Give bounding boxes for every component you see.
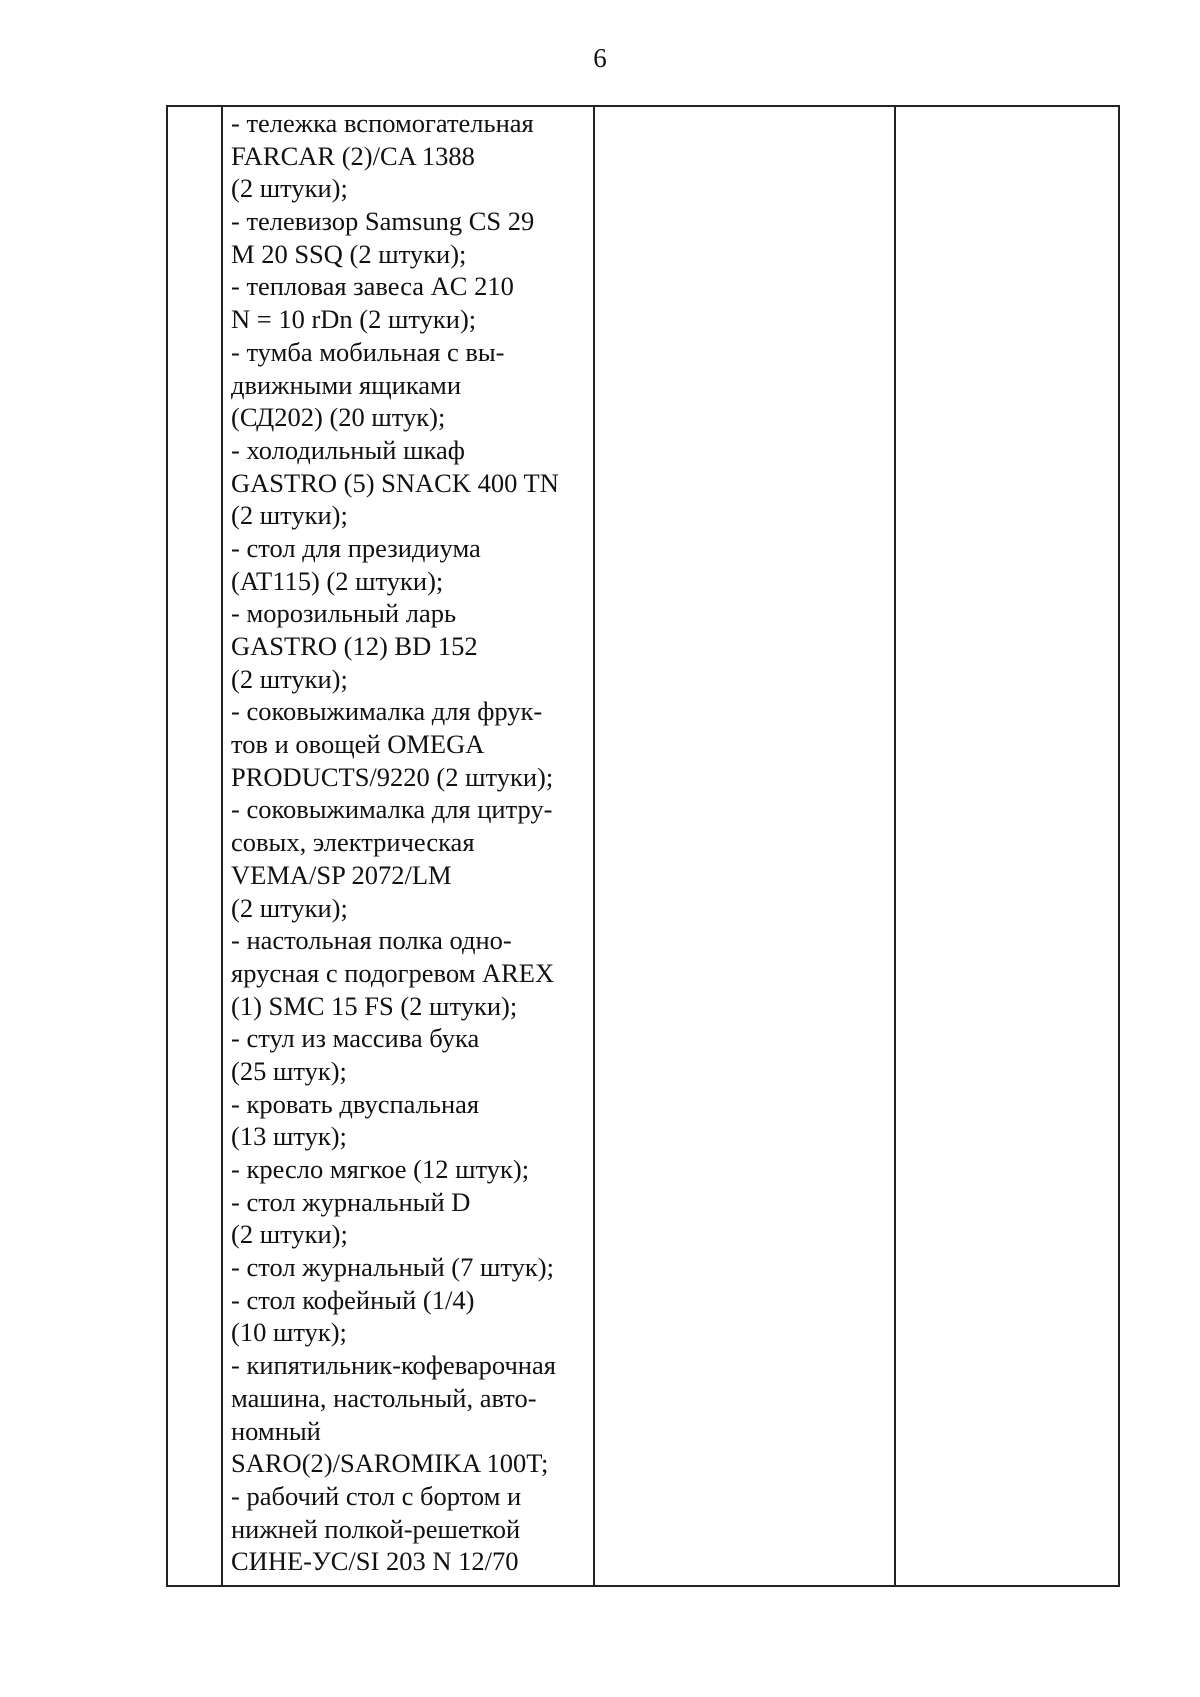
equipment-list-line: - тумба мобильная с вы- xyxy=(231,336,505,367)
equipment-list-line: - кровать двуспальная xyxy=(231,1088,480,1119)
equipment-list-line: - стул из массива бука xyxy=(231,1023,480,1054)
equipment-list-line: (25 штук); xyxy=(231,1055,347,1086)
page-number: 6 xyxy=(593,43,607,73)
equipment-list-line: - стол для президиума xyxy=(231,532,481,563)
equipment-list-line: - рабочий стол с бортом и xyxy=(231,1480,522,1511)
equipment-list-line: (1) SMC 15 FS (2 штуки); xyxy=(231,990,518,1021)
equipment-list-line: нижней полкой-решеткой xyxy=(231,1513,521,1544)
equipment-list-line: FARCAR (2)/CA 1388 xyxy=(231,140,475,171)
equipment-list-line: номный xyxy=(231,1415,321,1446)
equipment-list-line: - стол кофейный (1/4) xyxy=(231,1284,475,1315)
equipment-list-line: N = 10 rDn (2 штуки); xyxy=(231,304,477,335)
equipment-list-line: - тепловая завеса AC 210 xyxy=(231,271,514,302)
equipment-list-line: движными ящиками xyxy=(231,369,462,400)
equipment-list-line: - морозильный ларь xyxy=(231,598,457,629)
equipment-list-cell xyxy=(231,107,601,1578)
equipment-list-line: - стол журнальный (7 штук); xyxy=(231,1252,554,1283)
equipment-list-line: совых, электрическая xyxy=(231,827,475,858)
equipment-list-line: - кресло мягкое (12 штук); xyxy=(231,1154,530,1184)
equipment-list-line: - стол журнальный D xyxy=(231,1186,471,1217)
equipment-list-line: (2 штуки); xyxy=(231,892,348,923)
equipment-list-line: (10 штук); xyxy=(231,1317,347,1348)
equipment-list-line: M 20 SSQ (2 штуки); xyxy=(231,238,467,269)
equipment-list-line: - телевизор Samsung CS 29 xyxy=(231,206,535,237)
equipment-list-line: - холодильный шкаф xyxy=(231,434,465,465)
equipment-list-line: (AT115) (2 штуки); xyxy=(231,565,444,596)
equipment-list-line: - настольная полка одно- xyxy=(231,925,512,956)
equipment-list-line: GASTRO (5) SNACK 400 TN xyxy=(231,467,559,498)
equipment-list-line: ярусная с подогревом AREX xyxy=(231,957,555,988)
equipment-list-line: VEMA/SP 2072/LM xyxy=(231,859,452,890)
equipment-list-line: машина, настольный, авто- xyxy=(231,1382,537,1413)
equipment-list-line: (2 штуки); xyxy=(231,173,348,204)
equipment-list-line: SARO(2)/SAROMIKA 100T; xyxy=(231,1448,549,1479)
equipment-list-line: - тележка вспомогательная xyxy=(231,108,534,138)
equipment-list-line: СИНЕ-УС/SI 203 N 12/70 xyxy=(231,1546,519,1577)
equipment-list-line: - соковыжималка для цитру- xyxy=(231,794,553,825)
equipment-list-line: - кипятильник-кофеварочная xyxy=(231,1350,556,1381)
equipment-list-line: (2 штуки); xyxy=(231,1219,348,1250)
equipment-list-line: (13 штук); xyxy=(231,1121,347,1152)
equipment-list-line: (2 штуки); xyxy=(231,663,348,694)
column-divider-1 xyxy=(221,107,223,1585)
equipment-list-line: (СД202) (20 штук); xyxy=(231,402,446,433)
equipment-list-line: - соковыжималка для фрук- xyxy=(231,696,543,727)
equipment-list-line: тов и овощей OMEGA xyxy=(231,729,485,760)
equipment-list-line: GASTRO (12) BD 152 xyxy=(231,631,478,661)
equipment-list-line: (2 штуки); xyxy=(231,500,348,531)
column-divider-3 xyxy=(894,107,896,1585)
equipment-list-line: PRODUCTS/9220 (2 штуки); xyxy=(231,761,554,792)
